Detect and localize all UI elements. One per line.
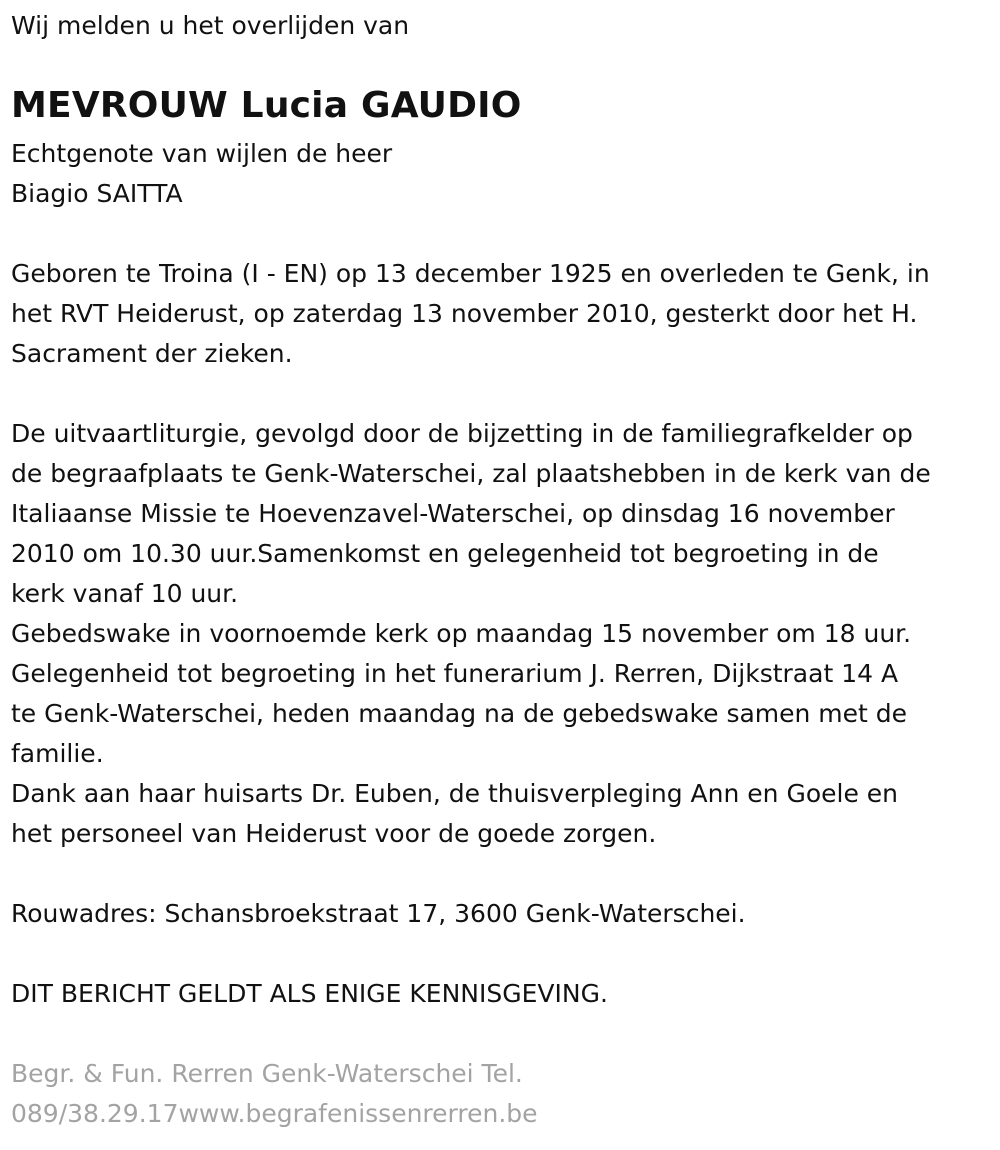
paragraph-line: Dank aan haar huisarts Dr. Euben, de thuisverpleging Ann en Goele en (11, 779, 899, 808)
paragraph-line: Gebedswake in voornoemde kerk op maandag 15 november om 18 uur. (11, 619, 912, 648)
deceased-name: MEVROUW Lucia GAUDIO (11, 85, 522, 126)
paragraph-line: het personeel van Heiderust voor de goede zorgen. (11, 819, 657, 848)
mourning-address (11, 894, 746, 934)
paragraph-line: Geboren te Troina (I - EN) op 13 december 1925 en overleden te Genk, in (11, 259, 930, 288)
intro-text: Wij melden u het overlijden van (11, 11, 410, 40)
funeral-home-footer (11, 1054, 538, 1134)
footer-line: 089/38.29.17www.begrafenissenrerren.be (11, 1099, 538, 1128)
funeral-details-paragraph (11, 414, 931, 854)
paragraph-line: kerk vanaf 10 uur. (11, 579, 239, 608)
notice-text: DIT BERICHT GELDT ALS ENIGE KENNISGEVING. (11, 979, 608, 1008)
spouse-section (11, 134, 392, 214)
paragraph-line: 2010 om 10.30 uur.Samenkomst en gelegenheid tot begroeting in de (11, 539, 879, 568)
paragraph-line: De uitvaartliturgie, gevolgd door de bijzetting in de familiegrafkelder op (11, 419, 913, 448)
footer-line: Begr. & Fun. Rerren Genk-Waterschei Tel. (11, 1059, 523, 1088)
intro-section (11, 6, 409, 46)
birth-death-paragraph (11, 254, 930, 374)
paragraph-line: familie. (11, 739, 104, 768)
spouse-line: Biagio SAITTA (11, 179, 183, 208)
paragraph-line: Italiaanse Missie te Hoevenzavel-Waterschei, op dinsdag 16 november (11, 499, 895, 528)
paragraph-line: het RVT Heiderust, op zaterdag 13 november 2010, gesterkt door het H. (11, 299, 918, 328)
spouse-line: Echtgenote van wijlen de heer (11, 139, 393, 168)
paragraph-line: te Genk-Waterschei, heden maandag na de gebedswake samen met de (11, 699, 908, 728)
paragraph-line: Gelegenheid tot begroeting in het funerarium J. Rerren, Dijkstraat 14 A (11, 659, 899, 688)
official-notice (11, 974, 608, 1014)
address-text: Rouwadres: Schansbroekstraat 17, 3600 Genk-Waterschei. (11, 899, 746, 928)
paragraph-line: Sacrament der zieken. (11, 339, 293, 368)
paragraph-line: de begraafplaats te Genk-Waterschei, zal plaatshebben in de kerk van de (11, 459, 931, 488)
